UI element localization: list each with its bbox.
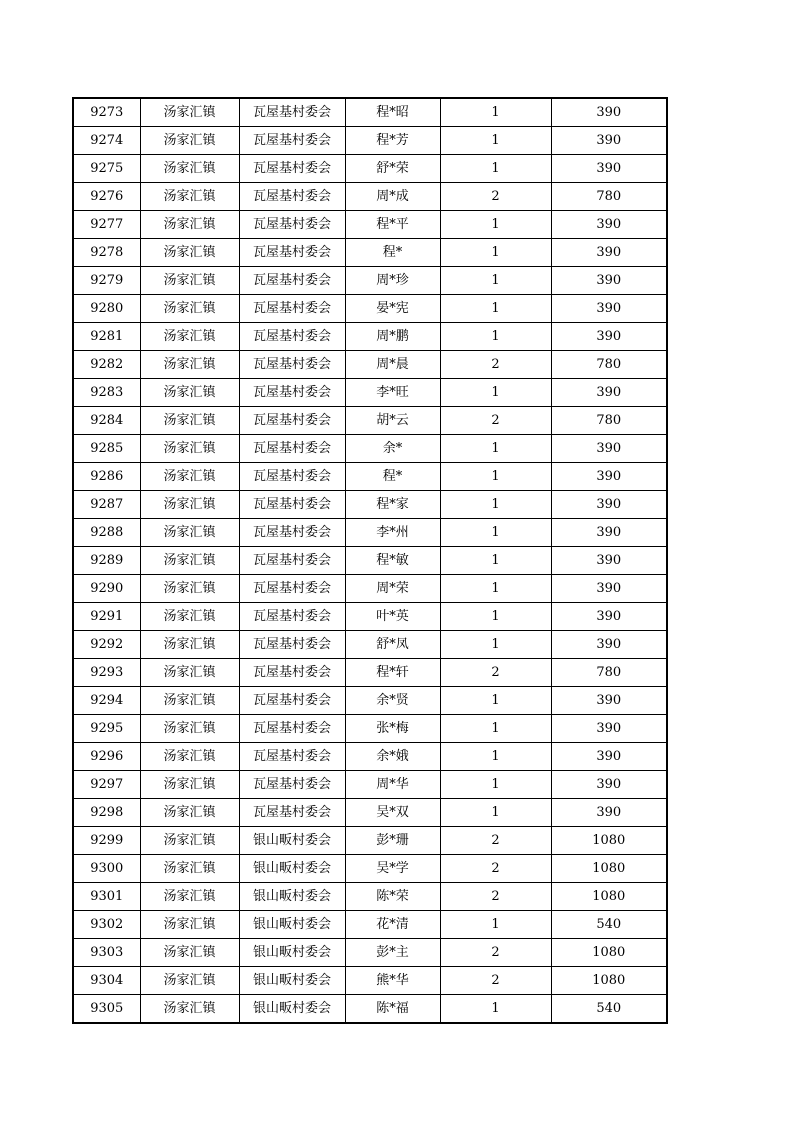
table-row bbox=[73, 351, 667, 379]
cell-count: 2 bbox=[440, 183, 551, 211]
table-row bbox=[73, 295, 667, 323]
cell-village-committee: 银山畈村委会 bbox=[239, 939, 345, 967]
cell-village-committee: 银山畈村委会 bbox=[239, 883, 345, 911]
cell-count: 1 bbox=[440, 379, 551, 407]
cell-count: 1 bbox=[440, 911, 551, 939]
cell-village-committee: 瓦屋基村委会 bbox=[239, 491, 345, 519]
table-row bbox=[73, 883, 667, 911]
table-row bbox=[73, 267, 667, 295]
cell-amount: 540 bbox=[551, 995, 667, 1024]
cell-serial-number: 9280 bbox=[73, 295, 140, 323]
cell-count: 2 bbox=[440, 939, 551, 967]
cell-village-committee: 瓦屋基村委会 bbox=[239, 351, 345, 379]
table-row bbox=[73, 967, 667, 995]
cell-name: 余*娥 bbox=[345, 743, 440, 771]
cell-count: 1 bbox=[440, 519, 551, 547]
cell-count: 1 bbox=[440, 211, 551, 239]
cell-town: 汤家汇镇 bbox=[140, 771, 239, 799]
cell-village-committee: 瓦屋基村委会 bbox=[239, 267, 345, 295]
cell-count: 2 bbox=[440, 659, 551, 687]
cell-amount: 390 bbox=[551, 435, 667, 463]
table-row bbox=[73, 127, 667, 155]
cell-village-committee: 瓦屋基村委会 bbox=[239, 379, 345, 407]
cell-name: 程*轩 bbox=[345, 659, 440, 687]
cell-town: 汤家汇镇 bbox=[140, 743, 239, 771]
cell-town: 汤家汇镇 bbox=[140, 995, 239, 1024]
cell-town: 汤家汇镇 bbox=[140, 183, 239, 211]
table-row bbox=[73, 715, 667, 743]
cell-name: 余*贤 bbox=[345, 687, 440, 715]
cell-amount: 1080 bbox=[551, 883, 667, 911]
cell-town: 汤家汇镇 bbox=[140, 939, 239, 967]
table-row bbox=[73, 155, 667, 183]
table-row bbox=[73, 631, 667, 659]
cell-amount: 1080 bbox=[551, 939, 667, 967]
table-row bbox=[73, 799, 667, 827]
cell-name: 李*旺 bbox=[345, 379, 440, 407]
cell-amount: 390 bbox=[551, 547, 667, 575]
cell-count: 1 bbox=[440, 799, 551, 827]
cell-serial-number: 9274 bbox=[73, 127, 140, 155]
table-row bbox=[73, 771, 667, 799]
cell-name: 周*荣 bbox=[345, 575, 440, 603]
cell-serial-number: 9297 bbox=[73, 771, 140, 799]
cell-town: 汤家汇镇 bbox=[140, 295, 239, 323]
cell-village-committee: 瓦屋基村委会 bbox=[239, 799, 345, 827]
cell-town: 汤家汇镇 bbox=[140, 911, 239, 939]
cell-count: 1 bbox=[440, 155, 551, 183]
cell-village-committee: 瓦屋基村委会 bbox=[239, 155, 345, 183]
cell-amount: 1080 bbox=[551, 827, 667, 855]
cell-village-committee: 瓦屋基村委会 bbox=[239, 603, 345, 631]
cell-count: 2 bbox=[440, 827, 551, 855]
cell-village-committee: 瓦屋基村委会 bbox=[239, 323, 345, 351]
cell-name: 程* bbox=[345, 463, 440, 491]
cell-town: 汤家汇镇 bbox=[140, 351, 239, 379]
cell-amount: 390 bbox=[551, 267, 667, 295]
cell-serial-number: 9278 bbox=[73, 239, 140, 267]
cell-town: 汤家汇镇 bbox=[140, 799, 239, 827]
cell-village-committee: 瓦屋基村委会 bbox=[239, 239, 345, 267]
cell-serial-number: 9283 bbox=[73, 379, 140, 407]
cell-serial-number: 9277 bbox=[73, 211, 140, 239]
cell-serial-number: 9287 bbox=[73, 491, 140, 519]
cell-serial-number: 9300 bbox=[73, 855, 140, 883]
cell-serial-number: 9301 bbox=[73, 883, 140, 911]
cell-count: 1 bbox=[440, 435, 551, 463]
cell-name: 程*昭 bbox=[345, 98, 440, 127]
cell-count: 1 bbox=[440, 631, 551, 659]
cell-town: 汤家汇镇 bbox=[140, 575, 239, 603]
cell-serial-number: 9305 bbox=[73, 995, 140, 1024]
cell-count: 1 bbox=[440, 295, 551, 323]
table-row bbox=[73, 995, 667, 1024]
cell-name: 吴*双 bbox=[345, 799, 440, 827]
cell-count: 2 bbox=[440, 967, 551, 995]
cell-amount: 390 bbox=[551, 743, 667, 771]
cell-count: 1 bbox=[440, 771, 551, 799]
cell-serial-number: 9298 bbox=[73, 799, 140, 827]
cell-serial-number: 9304 bbox=[73, 967, 140, 995]
cell-town: 汤家汇镇 bbox=[140, 519, 239, 547]
table-row bbox=[73, 239, 667, 267]
cell-name: 周*华 bbox=[345, 771, 440, 799]
cell-town: 汤家汇镇 bbox=[140, 883, 239, 911]
cell-serial-number: 9273 bbox=[73, 98, 140, 127]
cell-serial-number: 9290 bbox=[73, 575, 140, 603]
cell-amount: 390 bbox=[551, 603, 667, 631]
cell-count: 1 bbox=[440, 575, 551, 603]
cell-count: 1 bbox=[440, 603, 551, 631]
data-table bbox=[72, 97, 668, 1024]
cell-town: 汤家汇镇 bbox=[140, 211, 239, 239]
cell-town: 汤家汇镇 bbox=[140, 967, 239, 995]
table-row bbox=[73, 463, 667, 491]
cell-count: 1 bbox=[440, 463, 551, 491]
cell-count: 1 bbox=[440, 491, 551, 519]
cell-name: 李*州 bbox=[345, 519, 440, 547]
cell-name: 晏*宪 bbox=[345, 295, 440, 323]
cell-serial-number: 9299 bbox=[73, 827, 140, 855]
cell-amount: 390 bbox=[551, 463, 667, 491]
cell-amount: 390 bbox=[551, 295, 667, 323]
table-row bbox=[73, 659, 667, 687]
cell-name: 程*家 bbox=[345, 491, 440, 519]
cell-village-committee: 瓦屋基村委会 bbox=[239, 519, 345, 547]
cell-serial-number: 9296 bbox=[73, 743, 140, 771]
table-row bbox=[73, 407, 667, 435]
cell-town: 汤家汇镇 bbox=[140, 855, 239, 883]
cell-amount: 390 bbox=[551, 239, 667, 267]
cell-name: 陈*福 bbox=[345, 995, 440, 1024]
cell-amount: 390 bbox=[551, 519, 667, 547]
cell-amount: 390 bbox=[551, 127, 667, 155]
cell-serial-number: 9303 bbox=[73, 939, 140, 967]
cell-town: 汤家汇镇 bbox=[140, 435, 239, 463]
cell-village-committee: 瓦屋基村委会 bbox=[239, 127, 345, 155]
cell-name: 周*晨 bbox=[345, 351, 440, 379]
cell-amount: 390 bbox=[551, 799, 667, 827]
table-row bbox=[73, 603, 667, 631]
table-row bbox=[73, 98, 667, 127]
cell-town: 汤家汇镇 bbox=[140, 687, 239, 715]
cell-amount: 390 bbox=[551, 687, 667, 715]
cell-town: 汤家汇镇 bbox=[140, 407, 239, 435]
cell-name: 花*清 bbox=[345, 911, 440, 939]
table-row bbox=[73, 547, 667, 575]
cell-amount: 390 bbox=[551, 98, 667, 127]
cell-serial-number: 9275 bbox=[73, 155, 140, 183]
cell-amount: 390 bbox=[551, 155, 667, 183]
cell-amount: 390 bbox=[551, 211, 667, 239]
table-row bbox=[73, 575, 667, 603]
cell-amount: 390 bbox=[551, 715, 667, 743]
cell-town: 汤家汇镇 bbox=[140, 267, 239, 295]
cell-serial-number: 9291 bbox=[73, 603, 140, 631]
cell-town: 汤家汇镇 bbox=[140, 239, 239, 267]
cell-town: 汤家汇镇 bbox=[140, 463, 239, 491]
cell-village-committee: 瓦屋基村委会 bbox=[239, 435, 345, 463]
cell-town: 汤家汇镇 bbox=[140, 631, 239, 659]
cell-village-committee: 银山畈村委会 bbox=[239, 827, 345, 855]
cell-name: 周*鹏 bbox=[345, 323, 440, 351]
cell-name: 张*梅 bbox=[345, 715, 440, 743]
cell-village-committee: 银山畈村委会 bbox=[239, 967, 345, 995]
cell-village-committee: 瓦屋基村委会 bbox=[239, 295, 345, 323]
cell-village-committee: 瓦屋基村委会 bbox=[239, 463, 345, 491]
cell-amount: 540 bbox=[551, 911, 667, 939]
cell-village-committee: 瓦屋基村委会 bbox=[239, 687, 345, 715]
cell-town: 汤家汇镇 bbox=[140, 603, 239, 631]
cell-name: 吴*学 bbox=[345, 855, 440, 883]
cell-village-committee: 瓦屋基村委会 bbox=[239, 407, 345, 435]
cell-village-committee: 银山畈村委会 bbox=[239, 855, 345, 883]
cell-amount: 390 bbox=[551, 379, 667, 407]
cell-serial-number: 9276 bbox=[73, 183, 140, 211]
cell-village-committee: 银山畈村委会 bbox=[239, 911, 345, 939]
table-row bbox=[73, 911, 667, 939]
table-row bbox=[73, 491, 667, 519]
cell-amount: 780 bbox=[551, 659, 667, 687]
cell-serial-number: 9286 bbox=[73, 463, 140, 491]
cell-name: 叶*英 bbox=[345, 603, 440, 631]
cell-serial-number: 9289 bbox=[73, 547, 140, 575]
cell-town: 汤家汇镇 bbox=[140, 715, 239, 743]
cell-town: 汤家汇镇 bbox=[140, 491, 239, 519]
cell-count: 2 bbox=[440, 883, 551, 911]
cell-village-committee: 瓦屋基村委会 bbox=[239, 659, 345, 687]
cell-count: 1 bbox=[440, 267, 551, 295]
cell-village-committee: 瓦屋基村委会 bbox=[239, 631, 345, 659]
cell-amount: 780 bbox=[551, 407, 667, 435]
table-row bbox=[73, 211, 667, 239]
table-row bbox=[73, 519, 667, 547]
cell-village-committee: 瓦屋基村委会 bbox=[239, 211, 345, 239]
cell-name: 周*珍 bbox=[345, 267, 440, 295]
cell-town: 汤家汇镇 bbox=[140, 155, 239, 183]
cell-count: 1 bbox=[440, 239, 551, 267]
cell-name: 程* bbox=[345, 239, 440, 267]
cell-serial-number: 9284 bbox=[73, 407, 140, 435]
cell-count: 1 bbox=[440, 743, 551, 771]
cell-count: 1 bbox=[440, 98, 551, 127]
table-row bbox=[73, 939, 667, 967]
cell-count: 2 bbox=[440, 351, 551, 379]
cell-amount: 390 bbox=[551, 491, 667, 519]
cell-village-committee: 银山畈村委会 bbox=[239, 995, 345, 1024]
cell-count: 1 bbox=[440, 715, 551, 743]
cell-amount: 1080 bbox=[551, 967, 667, 995]
cell-town: 汤家汇镇 bbox=[140, 827, 239, 855]
cell-village-committee: 瓦屋基村委会 bbox=[239, 743, 345, 771]
cell-amount: 390 bbox=[551, 631, 667, 659]
cell-name: 程*芳 bbox=[345, 127, 440, 155]
cell-count: 1 bbox=[440, 127, 551, 155]
cell-village-committee: 瓦屋基村委会 bbox=[239, 715, 345, 743]
table-row bbox=[73, 379, 667, 407]
cell-name: 陈*荣 bbox=[345, 883, 440, 911]
cell-count: 2 bbox=[440, 407, 551, 435]
cell-town: 汤家汇镇 bbox=[140, 98, 239, 127]
cell-amount: 390 bbox=[551, 771, 667, 799]
table-row bbox=[73, 183, 667, 211]
cell-village-committee: 瓦屋基村委会 bbox=[239, 575, 345, 603]
cell-serial-number: 9293 bbox=[73, 659, 140, 687]
cell-village-committee: 瓦屋基村委会 bbox=[239, 547, 345, 575]
cell-name: 程*平 bbox=[345, 211, 440, 239]
cell-amount: 390 bbox=[551, 323, 667, 351]
cell-name: 余* bbox=[345, 435, 440, 463]
cell-town: 汤家汇镇 bbox=[140, 547, 239, 575]
cell-count: 1 bbox=[440, 995, 551, 1024]
table-row bbox=[73, 323, 667, 351]
table-body bbox=[73, 98, 667, 1023]
cell-serial-number: 9292 bbox=[73, 631, 140, 659]
cell-count: 2 bbox=[440, 855, 551, 883]
table-row bbox=[73, 827, 667, 855]
cell-village-committee: 瓦屋基村委会 bbox=[239, 771, 345, 799]
cell-amount: 1080 bbox=[551, 855, 667, 883]
cell-serial-number: 9302 bbox=[73, 911, 140, 939]
cell-town: 汤家汇镇 bbox=[140, 127, 239, 155]
cell-town: 汤家汇镇 bbox=[140, 323, 239, 351]
table-row bbox=[73, 743, 667, 771]
cell-count: 1 bbox=[440, 547, 551, 575]
cell-town: 汤家汇镇 bbox=[140, 379, 239, 407]
cell-name: 彭*主 bbox=[345, 939, 440, 967]
cell-serial-number: 9294 bbox=[73, 687, 140, 715]
table-row bbox=[73, 435, 667, 463]
table-row bbox=[73, 687, 667, 715]
cell-name: 程*敏 bbox=[345, 547, 440, 575]
cell-village-committee: 瓦屋基村委会 bbox=[239, 98, 345, 127]
table-row bbox=[73, 855, 667, 883]
cell-name: 熊*华 bbox=[345, 967, 440, 995]
cell-name: 胡*云 bbox=[345, 407, 440, 435]
cell-serial-number: 9282 bbox=[73, 351, 140, 379]
cell-amount: 780 bbox=[551, 183, 667, 211]
cell-name: 舒*凤 bbox=[345, 631, 440, 659]
cell-serial-number: 9281 bbox=[73, 323, 140, 351]
cell-amount: 390 bbox=[551, 575, 667, 603]
cell-serial-number: 9279 bbox=[73, 267, 140, 295]
cell-amount: 780 bbox=[551, 351, 667, 379]
cell-name: 周*成 bbox=[345, 183, 440, 211]
cell-count: 1 bbox=[440, 687, 551, 715]
cell-village-committee: 瓦屋基村委会 bbox=[239, 183, 345, 211]
cell-name: 舒*荣 bbox=[345, 155, 440, 183]
cell-serial-number: 9295 bbox=[73, 715, 140, 743]
cell-name: 彭*珊 bbox=[345, 827, 440, 855]
cell-town: 汤家汇镇 bbox=[140, 659, 239, 687]
cell-serial-number: 9288 bbox=[73, 519, 140, 547]
cell-count: 1 bbox=[440, 323, 551, 351]
cell-serial-number: 9285 bbox=[73, 435, 140, 463]
